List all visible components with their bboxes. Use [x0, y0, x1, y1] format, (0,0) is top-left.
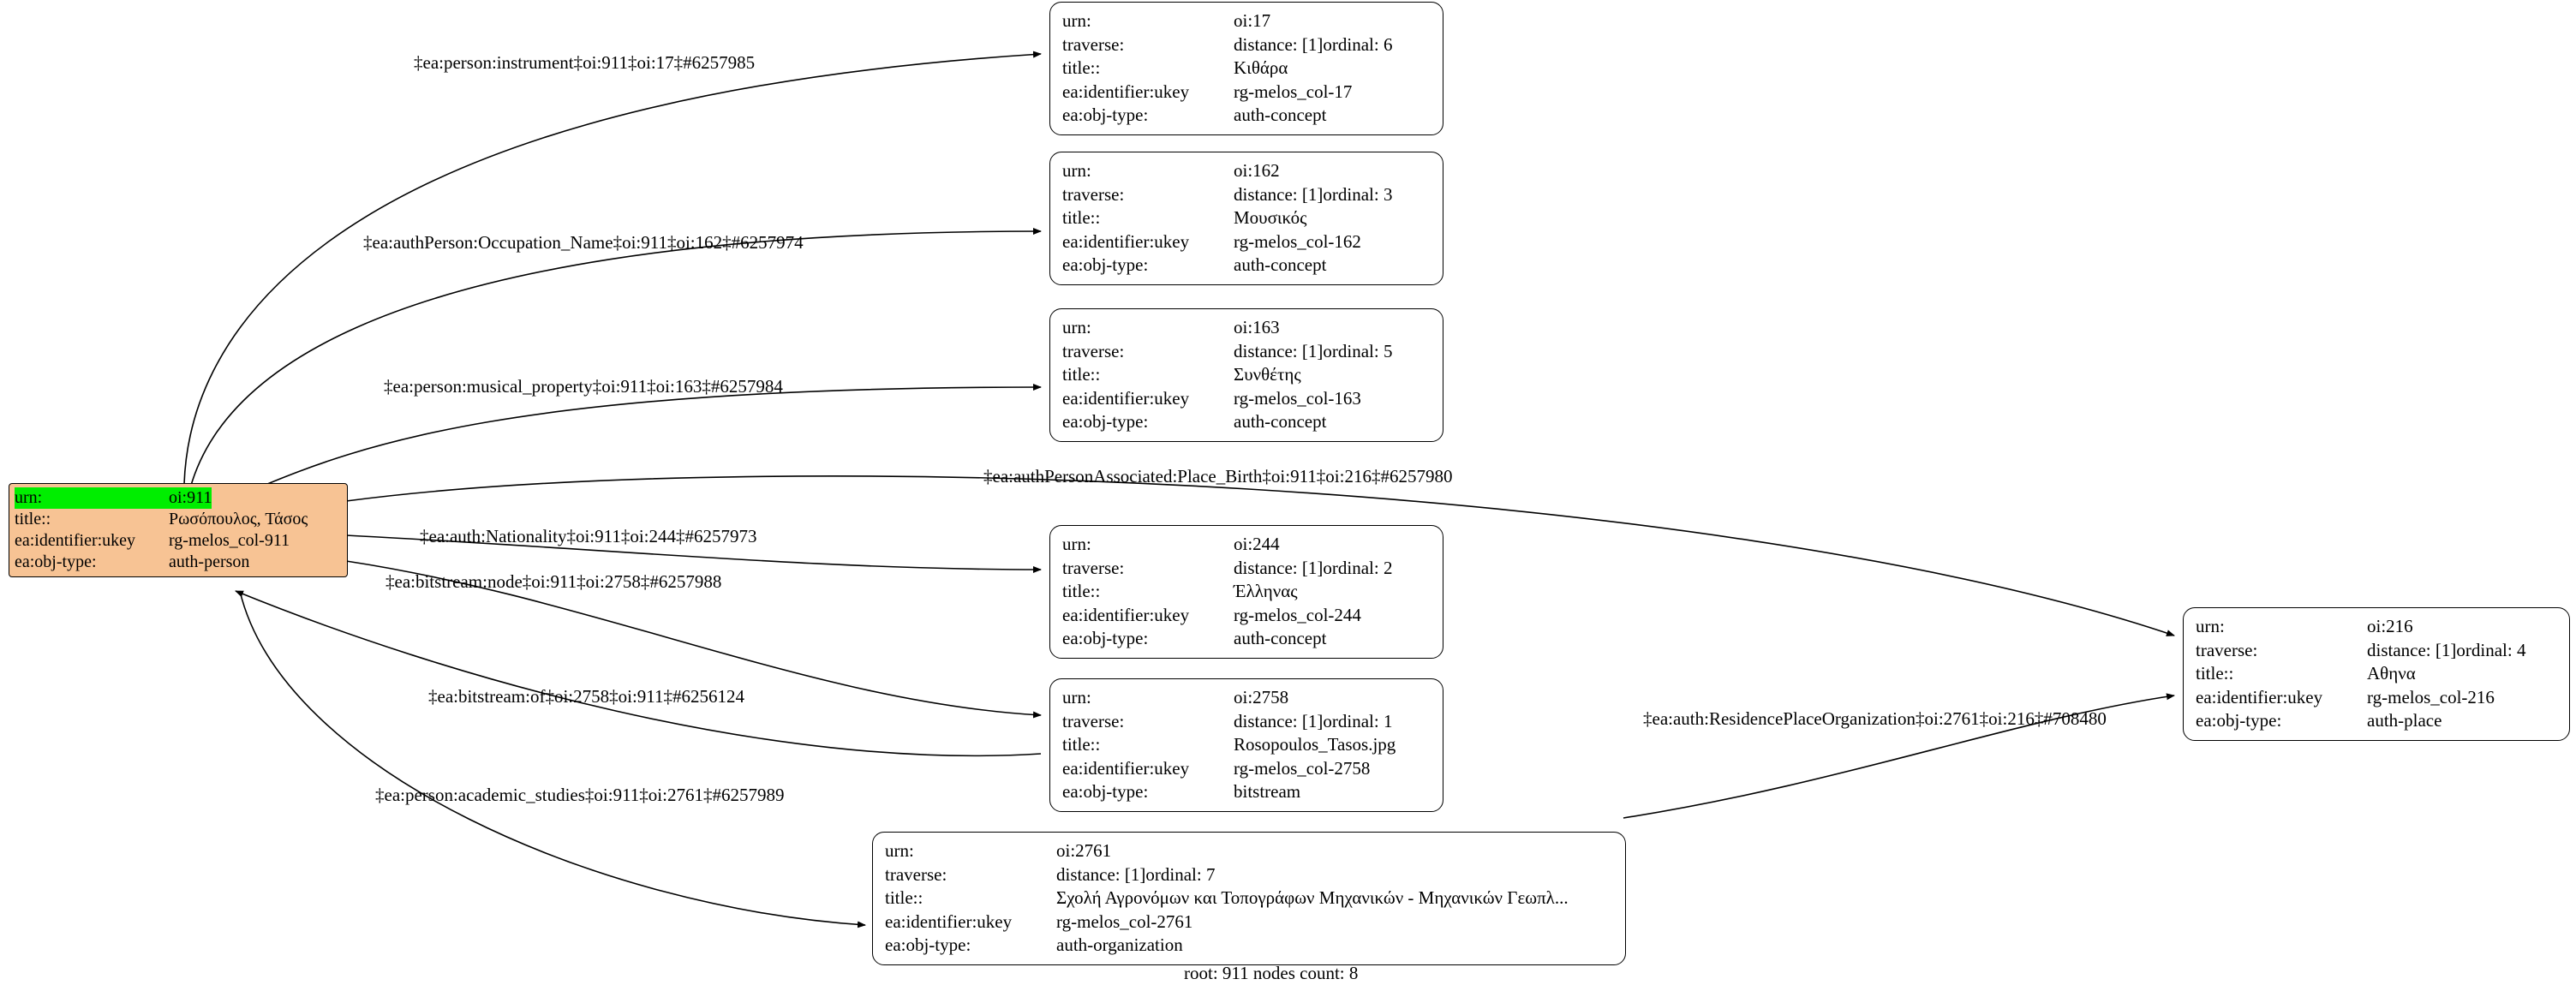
node-objtype-row — [1062, 104, 1431, 128]
node-urn-key: urn: — [1062, 160, 1091, 181]
node-identifier-value: rg-melos_col-216 — [2367, 686, 2495, 707]
node-title-key: title:: — [1062, 207, 1101, 228]
edge-label-musical-property: ‡ea:person:musical_property‡oi:911‡oi:163‡#6257984 — [384, 376, 783, 397]
node-title-value: Σχολή Αγρονόμων και Τοπογράφων Μηχανικών - Μηχανικών Γεωπλ... — [1056, 887, 1569, 908]
node-objtype-key: ea:obj-type: — [885, 934, 971, 955]
node-oi-244[interactable] — [1049, 525, 1443, 659]
node-traverse-row — [1062, 710, 1431, 734]
node-urn-key: urn: — [1062, 534, 1091, 554]
node-title-value: Κιθάρα — [1234, 57, 1288, 78]
root-node-911[interactable] — [9, 483, 348, 577]
node-objtype-row — [1062, 254, 1431, 278]
node-traverse-key: traverse: — [1062, 710, 1125, 731]
node-title-key: title:: — [1062, 734, 1101, 755]
node-identifier-key: ea:identifier:ukey — [885, 910, 1013, 932]
node-identifier-key: ea:identifier:ukey — [2196, 686, 2323, 707]
node-traverse-row — [885, 863, 1613, 887]
edge-label-place-birth: ‡ea:authPersonAssociated:Place_Birth‡oi:911‡oi:216‡#6257980 — [983, 466, 1453, 487]
root-title-value: Ρωσόπουλος, Τάσος — [169, 510, 308, 528]
node-objtype-value: bitstream — [1234, 781, 1301, 802]
node-identifier-key: ea:identifier:ukey — [1062, 387, 1190, 409]
node-urn-row — [2196, 615, 2557, 639]
node-urn-key: urn: — [2196, 616, 2225, 636]
node-identifier-key: ea:identifier:ukey — [1062, 604, 1190, 625]
node-urn-row — [1062, 159, 1431, 183]
node-title-row — [885, 887, 1613, 910]
node-title-value: Μουσικός — [1234, 207, 1307, 228]
node-urn-value: oi:17 — [1234, 10, 1271, 31]
node-urn-row — [1062, 686, 1431, 710]
node-objtype-value: auth-place — [2367, 710, 2442, 731]
node-title-row — [1062, 580, 1431, 604]
node-objtype-value: auth-concept — [1234, 628, 1327, 648]
node-urn-value: oi:216 — [2367, 616, 2413, 636]
node-traverse-row — [1062, 33, 1431, 57]
root-identifier-value: rg-melos_col-911 — [169, 531, 290, 550]
node-title-value: Συνθέτης — [1234, 364, 1301, 385]
node-distance-value: distance: [1] — [1234, 340, 1324, 361]
node-urn-value: oi:2758 — [1234, 687, 1289, 707]
graph-caption: root: 911 nodes count: 8 — [1184, 963, 1359, 983]
edge-label-residence-place-organization: ‡ea:auth:ResidencePlaceOrganization‡oi:2761‡oi:216‡#708480 — [1643, 708, 2107, 729]
node-identifier-value: rg-melos_col-244 — [1234, 604, 1361, 625]
node-ordinal-value: ordinal: 6 — [1323, 33, 1393, 55]
node-urn-value: oi:2761 — [1056, 840, 1112, 861]
node-identifier-key: ea:identifier:ukey — [1062, 757, 1190, 779]
node-traverse-key: traverse: — [1062, 33, 1125, 55]
node-objtype-value: auth-concept — [1234, 411, 1327, 432]
node-title-row — [1062, 363, 1431, 387]
node-oi-2761[interactable] — [872, 832, 1626, 965]
node-title-key: title:: — [885, 887, 923, 908]
node-traverse-key: traverse: — [885, 863, 947, 885]
node-identifier-key: ea:identifier:ukey — [1062, 230, 1190, 252]
node-objtype-value: auth-concept — [1234, 104, 1327, 125]
node-distance-value: distance: [1] — [2367, 639, 2457, 660]
node-oi-162[interactable] — [1049, 152, 1443, 285]
node-ordinal-value: ordinal: 1 — [1323, 710, 1393, 731]
node-title-row — [1062, 57, 1431, 81]
node-urn-row — [1062, 9, 1431, 33]
node-identifier-row — [2196, 686, 2557, 710]
node-urn-row — [1062, 533, 1431, 557]
node-objtype-row — [1062, 627, 1431, 651]
node-urn-key: urn: — [1062, 10, 1091, 31]
edge-label-bitstream-node: ‡ea:bitstream:node‡oi:911‡oi:2758‡#6257988 — [386, 571, 722, 592]
node-objtype-value: auth-concept — [1234, 254, 1327, 275]
node-urn-value: oi:162 — [1234, 160, 1280, 181]
edge-label-nationality: ‡ea:auth:Nationality‡oi:911‡oi:244‡#6257973 — [420, 526, 757, 546]
node-objtype-row — [2196, 709, 2557, 733]
node-distance-value: distance: [1] — [1056, 863, 1146, 885]
node-title-key: title:: — [2196, 663, 2234, 684]
node-identifier-row — [1062, 604, 1431, 628]
node-ordinal-value: ordinal: 2 — [1323, 557, 1393, 578]
node-objtype-key: ea:obj-type: — [1062, 781, 1149, 802]
node-distance-value: distance: [1] — [1234, 33, 1324, 55]
node-identifier-row — [1062, 81, 1431, 104]
node-traverse-key: traverse: — [1062, 557, 1125, 578]
root-identifier-row — [15, 530, 342, 552]
node-objtype-key: ea:obj-type: — [2196, 710, 2282, 731]
node-ordinal-value: ordinal: 3 — [1323, 183, 1393, 205]
node-identifier-value: rg-melos_col-2758 — [1234, 757, 1371, 779]
node-title-key: title:: — [1062, 581, 1101, 601]
node-objtype-key: ea:obj-type: — [1062, 254, 1149, 275]
node-objtype-row — [1062, 410, 1431, 434]
node-identifier-value: rg-melos_col-162 — [1234, 230, 1361, 252]
node-urn-value: oi:244 — [1234, 534, 1280, 554]
node-title-row — [1062, 206, 1431, 230]
root-urn-row — [15, 487, 342, 509]
node-distance-value: distance: [1] — [1234, 710, 1324, 731]
root-urn-key: urn: — [15, 487, 169, 509]
node-objtype-row — [1062, 780, 1431, 804]
node-identifier-row — [1062, 230, 1431, 254]
node-traverse-row — [2196, 639, 2557, 663]
edge-label-bitstream-of: ‡ea:bitstream:of‡oi:2758‡oi:911‡#6256124 — [428, 686, 745, 707]
node-title-row — [2196, 662, 2557, 686]
node-title-value: Rosopoulos_Tasos.jpg — [1234, 734, 1396, 755]
edge-label-occupation-name: ‡ea:authPerson:Occupation_Name‡oi:911‡oi:162‡#6257974 — [363, 232, 804, 253]
node-identifier-row — [885, 910, 1613, 934]
node-urn-key: urn: — [1062, 317, 1091, 337]
node-urn-key: urn: — [1062, 687, 1091, 707]
node-ordinal-value: ordinal: 5 — [1323, 340, 1393, 361]
node-title-row — [1062, 733, 1431, 757]
edge-label-academic-studies: ‡ea:person:academic_studies‡oi:911‡oi:2761‡#6257989 — [375, 785, 785, 805]
edge-label-instrument: ‡ea:person:instrument‡oi:911‡oi:17‡#6257985 — [414, 52, 756, 73]
node-objtype-value: auth-organization — [1056, 934, 1183, 955]
node-urn-row — [885, 839, 1613, 863]
node-oi-216[interactable] — [2183, 607, 2570, 741]
node-traverse-row — [1062, 340, 1431, 364]
node-title-value: Αθηνα — [2367, 663, 2416, 684]
node-identifier-key: ea:identifier:ukey — [1062, 81, 1190, 102]
node-title-value: Έλληνας — [1234, 581, 1298, 601]
node-oi-17[interactable] — [1049, 2, 1443, 135]
node-ordinal-value: ordinal: 7 — [1145, 863, 1216, 885]
root-objtype-row — [15, 552, 342, 573]
node-traverse-row — [1062, 557, 1431, 581]
node-identifier-row — [1062, 757, 1431, 781]
root-objtype-key: ea:obj-type: — [15, 552, 97, 571]
node-traverse-key: traverse: — [1062, 183, 1125, 205]
node-oi-163[interactable] — [1049, 308, 1443, 442]
node-identifier-value: rg-melos_col-2761 — [1056, 910, 1193, 932]
node-urn-row — [1062, 316, 1431, 340]
node-identifier-row — [1062, 387, 1431, 411]
node-identifier-value: rg-melos_col-163 — [1234, 387, 1361, 409]
root-identifier-key: ea:identifier:ukey — [15, 531, 136, 550]
node-objtype-key: ea:obj-type: — [1062, 411, 1149, 432]
node-traverse-row — [1062, 183, 1431, 207]
node-distance-value: distance: [1] — [1234, 183, 1324, 205]
node-title-key: title:: — [1062, 57, 1101, 78]
node-objtype-key: ea:obj-type: — [1062, 104, 1149, 125]
node-objtype-key: ea:obj-type: — [1062, 628, 1149, 648]
node-title-key: title:: — [1062, 364, 1101, 385]
node-urn-key: urn: — [885, 840, 914, 861]
root-urn-value: oi:911 — [169, 488, 212, 507]
node-traverse-key: traverse: — [2196, 639, 2258, 660]
node-distance-value: distance: [1] — [1234, 557, 1324, 578]
root-title-key: title:: — [15, 510, 51, 528]
node-traverse-key: traverse: — [1062, 340, 1125, 361]
node-ordinal-value: ordinal: 4 — [2456, 639, 2526, 660]
root-title-row — [15, 509, 342, 530]
root-objtype-value: auth-person — [169, 552, 250, 571]
node-identifier-value: rg-melos_col-17 — [1234, 81, 1353, 102]
node-objtype-row — [885, 934, 1613, 958]
node-oi-2758[interactable] — [1049, 678, 1443, 812]
node-urn-value: oi:163 — [1234, 317, 1280, 337]
